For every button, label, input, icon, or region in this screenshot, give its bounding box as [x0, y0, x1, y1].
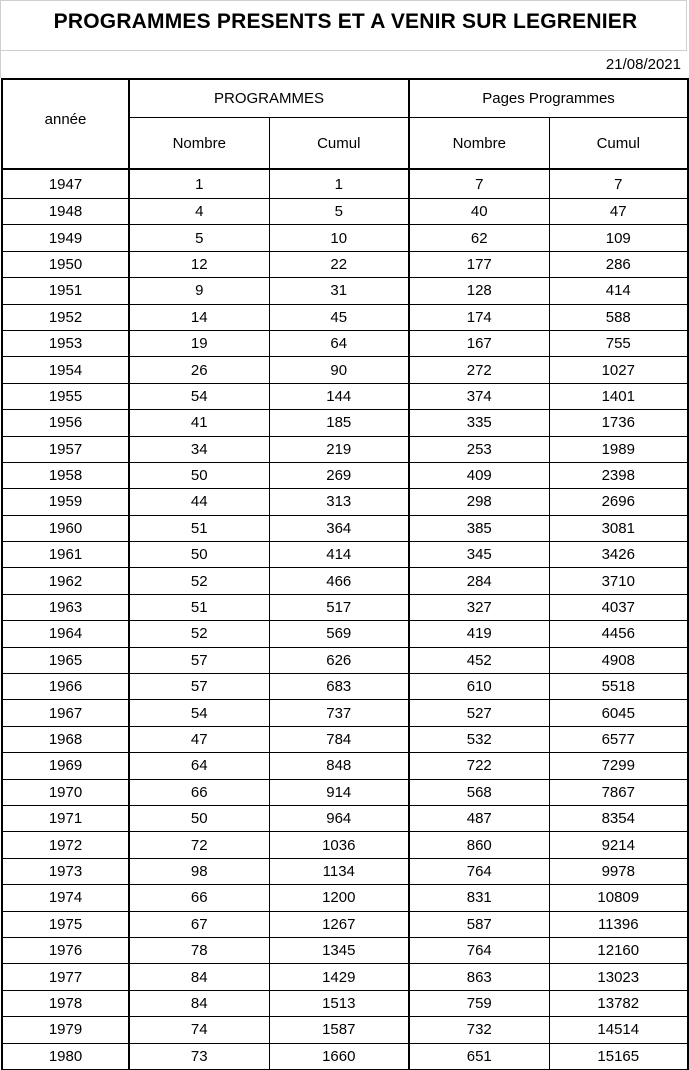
cell-pages-cumul: 6577 [549, 726, 688, 752]
cell-programmes-nombre: 26 [129, 357, 269, 383]
table-row [2, 674, 688, 700]
cell-year: 1955 [2, 383, 129, 409]
cell-pages-cumul: 47 [549, 199, 688, 225]
cell-programmes-nombre: 72 [129, 832, 269, 858]
cell-pages-nombre: 568 [409, 779, 549, 805]
cell-programmes-cumul: 569 [269, 621, 409, 647]
cell-programmes-cumul: 466 [269, 568, 409, 594]
table-row [2, 169, 688, 199]
cell-pages-nombre: 385 [409, 515, 549, 541]
cell-pages-nombre: 863 [409, 964, 549, 990]
cell-pages-nombre: 335 [409, 410, 549, 436]
table-row [2, 700, 688, 726]
cell-pages-nombre: 272 [409, 357, 549, 383]
table-row [2, 330, 688, 356]
cell-pages-cumul: 4908 [549, 647, 688, 673]
table-row [2, 964, 688, 990]
cell-pages-cumul: 6045 [549, 700, 688, 726]
cell-programmes-nombre: 57 [129, 674, 269, 700]
cell-year: 1953 [2, 330, 129, 356]
cell-year: 1961 [2, 542, 129, 568]
cell-year: 1978 [2, 990, 129, 1016]
cell-pages-nombre: 62 [409, 225, 549, 251]
cell-pages-cumul: 13023 [549, 964, 688, 990]
cell-pages-cumul: 5518 [549, 674, 688, 700]
cell-pages-nombre: 651 [409, 1043, 549, 1069]
table-row [2, 647, 688, 673]
table-row [2, 753, 688, 779]
cell-year: 1956 [2, 410, 129, 436]
cell-programmes-cumul: 10 [269, 225, 409, 251]
cell-pages-cumul: 11396 [549, 911, 688, 937]
cell-programmes-cumul: 1513 [269, 990, 409, 1016]
table-row [2, 357, 688, 383]
title-row [0, 0, 687, 50]
cell-pages-nombre: 128 [409, 278, 549, 304]
cell-year: 1970 [2, 779, 129, 805]
table-row [2, 410, 688, 436]
cell-pages-nombre: 253 [409, 436, 549, 462]
table-row [2, 199, 688, 225]
cell-programmes-cumul: 1 [269, 169, 409, 199]
cell-pages-cumul: 4037 [549, 594, 688, 620]
cell-year: 1975 [2, 911, 129, 937]
table-row [2, 832, 688, 858]
cell-programmes-nombre: 12 [129, 251, 269, 277]
table-row [2, 383, 688, 409]
cell-year: 1952 [2, 304, 129, 330]
table-row [2, 436, 688, 462]
table-row [2, 621, 688, 647]
cell-programmes-nombre: 52 [129, 621, 269, 647]
header-year: année [2, 79, 129, 169]
cell-pages-cumul: 9214 [549, 832, 688, 858]
cell-pages-cumul: 2696 [549, 489, 688, 515]
header-programmes-cumul: Cumul [269, 118, 409, 170]
cell-pages-nombre: 345 [409, 542, 549, 568]
cell-programmes-nombre: 41 [129, 410, 269, 436]
cell-pages-nombre: 527 [409, 700, 549, 726]
table-row [2, 726, 688, 752]
cell-programmes-cumul: 626 [269, 647, 409, 673]
cell-programmes-nombre: 74 [129, 1017, 269, 1043]
cell-year: 1958 [2, 462, 129, 488]
cell-pages-nombre: 374 [409, 383, 549, 409]
cell-pages-nombre: 174 [409, 304, 549, 330]
cell-year: 1977 [2, 964, 129, 990]
cell-programmes-cumul: 219 [269, 436, 409, 462]
cell-pages-nombre: 298 [409, 489, 549, 515]
cell-pages-nombre: 831 [409, 885, 549, 911]
header-group-pages: Pages Programmes [409, 79, 688, 118]
cell-programmes-nombre: 67 [129, 911, 269, 937]
cell-year: 1951 [2, 278, 129, 304]
cell-year: 1976 [2, 937, 129, 963]
cell-pages-cumul: 1989 [549, 436, 688, 462]
cell-programmes-cumul: 269 [269, 462, 409, 488]
cell-programmes-cumul: 1134 [269, 858, 409, 884]
cell-pages-cumul: 3710 [549, 568, 688, 594]
cell-programmes-cumul: 737 [269, 700, 409, 726]
cell-year: 1947 [2, 169, 129, 199]
cell-pages-nombre: 732 [409, 1017, 549, 1043]
cell-pages-nombre: 860 [409, 832, 549, 858]
cell-year: 1950 [2, 251, 129, 277]
cell-pages-nombre: 722 [409, 753, 549, 779]
cell-programmes-nombre: 19 [129, 330, 269, 356]
cell-pages-cumul: 9978 [549, 858, 688, 884]
cell-pages-nombre: 284 [409, 568, 549, 594]
cell-programmes-nombre: 64 [129, 753, 269, 779]
table-row [2, 515, 688, 541]
cell-programmes-cumul: 1587 [269, 1017, 409, 1043]
cell-pages-cumul: 12160 [549, 937, 688, 963]
cell-programmes-nombre: 66 [129, 885, 269, 911]
cell-programmes-nombre: 84 [129, 964, 269, 990]
table-row [2, 1043, 688, 1069]
cell-programmes-cumul: 517 [269, 594, 409, 620]
cell-year: 1980 [2, 1043, 129, 1069]
table-row [2, 858, 688, 884]
cell-programmes-nombre: 66 [129, 779, 269, 805]
cell-programmes-nombre: 98 [129, 858, 269, 884]
cell-pages-cumul: 2398 [549, 462, 688, 488]
cell-programmes-nombre: 51 [129, 515, 269, 541]
cell-programmes-cumul: 1036 [269, 832, 409, 858]
cell-pages-cumul: 3426 [549, 542, 688, 568]
cell-programmes-cumul: 964 [269, 805, 409, 831]
cell-pages-nombre: 7 [409, 169, 549, 199]
header-pages-cumul: Cumul [549, 118, 688, 170]
cell-programmes-cumul: 914 [269, 779, 409, 805]
cell-programmes-cumul: 848 [269, 753, 409, 779]
table-row [2, 462, 688, 488]
cell-programmes-nombre: 47 [129, 726, 269, 752]
cell-programmes-cumul: 784 [269, 726, 409, 752]
cell-programmes-nombre: 14 [129, 304, 269, 330]
cell-programmes-cumul: 185 [269, 410, 409, 436]
cell-pages-nombre: 487 [409, 805, 549, 831]
cell-pages-nombre: 452 [409, 647, 549, 673]
cell-programmes-nombre: 44 [129, 489, 269, 515]
cell-year: 1963 [2, 594, 129, 620]
cell-year: 1964 [2, 621, 129, 647]
page-title: PROGRAMMES PRESENTS ET A VENIR SUR LEGRENIER [53, 10, 638, 33]
cell-pages-cumul: 588 [549, 304, 688, 330]
table-row [2, 225, 688, 251]
cell-pages-cumul: 7299 [549, 753, 688, 779]
cell-pages-nombre: 177 [409, 251, 549, 277]
table-row [2, 911, 688, 937]
cell-pages-cumul: 4456 [549, 621, 688, 647]
cell-pages-cumul: 13782 [549, 990, 688, 1016]
cell-programmes-nombre: 34 [129, 436, 269, 462]
table-row [2, 990, 688, 1016]
cell-programmes-nombre: 78 [129, 937, 269, 963]
cell-pages-nombre: 587 [409, 911, 549, 937]
cell-programmes-cumul: 64 [269, 330, 409, 356]
cell-pages-cumul: 286 [549, 251, 688, 277]
cell-year: 1971 [2, 805, 129, 831]
cell-programmes-nombre: 5 [129, 225, 269, 251]
cell-programmes-nombre: 52 [129, 568, 269, 594]
cell-year: 1957 [2, 436, 129, 462]
table-row [2, 568, 688, 594]
cell-pages-nombre: 419 [409, 621, 549, 647]
cell-pages-cumul: 8354 [549, 805, 688, 831]
table-row [2, 278, 688, 304]
cell-pages-cumul: 7867 [549, 779, 688, 805]
cell-programmes-cumul: 313 [269, 489, 409, 515]
cell-programmes-nombre: 54 [129, 700, 269, 726]
cell-programmes-nombre: 50 [129, 805, 269, 831]
cell-year: 1960 [2, 515, 129, 541]
cell-programmes-cumul: 5 [269, 199, 409, 225]
table-body [2, 169, 688, 1069]
cell-pages-nombre: 327 [409, 594, 549, 620]
cell-programmes-nombre: 84 [129, 990, 269, 1016]
cell-pages-cumul: 14514 [549, 1017, 688, 1043]
cell-programmes-cumul: 31 [269, 278, 409, 304]
cell-pages-cumul: 7 [549, 169, 688, 199]
header-programmes-nombre: Nombre [129, 118, 269, 170]
cell-pages-cumul: 10809 [549, 885, 688, 911]
cell-year: 1968 [2, 726, 129, 752]
cell-year: 1969 [2, 753, 129, 779]
cell-pages-nombre: 610 [409, 674, 549, 700]
cell-programmes-nombre: 50 [129, 462, 269, 488]
cell-programmes-nombre: 50 [129, 542, 269, 568]
cell-year: 1949 [2, 225, 129, 251]
cell-pages-nombre: 532 [409, 726, 549, 752]
cell-year: 1954 [2, 357, 129, 383]
cell-programmes-cumul: 1660 [269, 1043, 409, 1069]
cell-programmes-cumul: 1345 [269, 937, 409, 963]
cell-year: 1973 [2, 858, 129, 884]
cell-programmes-cumul: 1200 [269, 885, 409, 911]
table-row [2, 251, 688, 277]
table-row [2, 542, 688, 568]
cell-programmes-nombre: 9 [129, 278, 269, 304]
cell-pages-cumul: 109 [549, 225, 688, 251]
cell-year: 1972 [2, 832, 129, 858]
cell-pages-cumul: 3081 [549, 515, 688, 541]
cell-programmes-nombre: 51 [129, 594, 269, 620]
table-row [2, 885, 688, 911]
cell-pages-nombre: 764 [409, 858, 549, 884]
cell-programmes-nombre: 4 [129, 199, 269, 225]
cell-programmes-nombre: 57 [129, 647, 269, 673]
table-row [2, 779, 688, 805]
table-row [2, 594, 688, 620]
cell-pages-nombre: 409 [409, 462, 549, 488]
cell-year: 1974 [2, 885, 129, 911]
cell-pages-nombre: 40 [409, 199, 549, 225]
cell-year: 1948 [2, 199, 129, 225]
cell-pages-cumul: 414 [549, 278, 688, 304]
cell-programmes-nombre: 1 [129, 169, 269, 199]
programmes-table [1, 78, 689, 1070]
cell-pages-cumul: 1736 [549, 410, 688, 436]
table-row [2, 937, 688, 963]
cell-programmes-cumul: 22 [269, 251, 409, 277]
cell-pages-cumul: 15165 [549, 1043, 688, 1069]
date-label: 21/08/2021 [605, 56, 681, 73]
cell-pages-nombre: 759 [409, 990, 549, 1016]
cell-programmes-cumul: 1267 [269, 911, 409, 937]
cell-year: 1962 [2, 568, 129, 594]
cell-pages-cumul: 755 [549, 330, 688, 356]
cell-programmes-cumul: 683 [269, 674, 409, 700]
cell-year: 1979 [2, 1017, 129, 1043]
cell-programmes-cumul: 1429 [269, 964, 409, 990]
table-row [2, 1017, 688, 1043]
cell-year: 1959 [2, 489, 129, 515]
cell-programmes-cumul: 144 [269, 383, 409, 409]
cell-year: 1965 [2, 647, 129, 673]
header-pages-nombre: Nombre [409, 118, 549, 170]
cell-programmes-nombre: 54 [129, 383, 269, 409]
cell-pages-nombre: 167 [409, 330, 549, 356]
cell-programmes-cumul: 414 [269, 542, 409, 568]
cell-programmes-nombre: 73 [129, 1043, 269, 1069]
cell-pages-cumul: 1027 [549, 357, 688, 383]
cell-programmes-cumul: 45 [269, 304, 409, 330]
cell-year: 1967 [2, 700, 129, 726]
cell-pages-cumul: 1401 [549, 383, 688, 409]
cell-year: 1966 [2, 674, 129, 700]
date-row [0, 50, 687, 78]
table-row [2, 805, 688, 831]
table-row [2, 304, 688, 330]
header-group-programmes: PROGRAMMES [129, 79, 409, 118]
cell-programmes-cumul: 90 [269, 357, 409, 383]
cell-programmes-cumul: 364 [269, 515, 409, 541]
cell-pages-nombre: 764 [409, 937, 549, 963]
table-row [2, 489, 688, 515]
